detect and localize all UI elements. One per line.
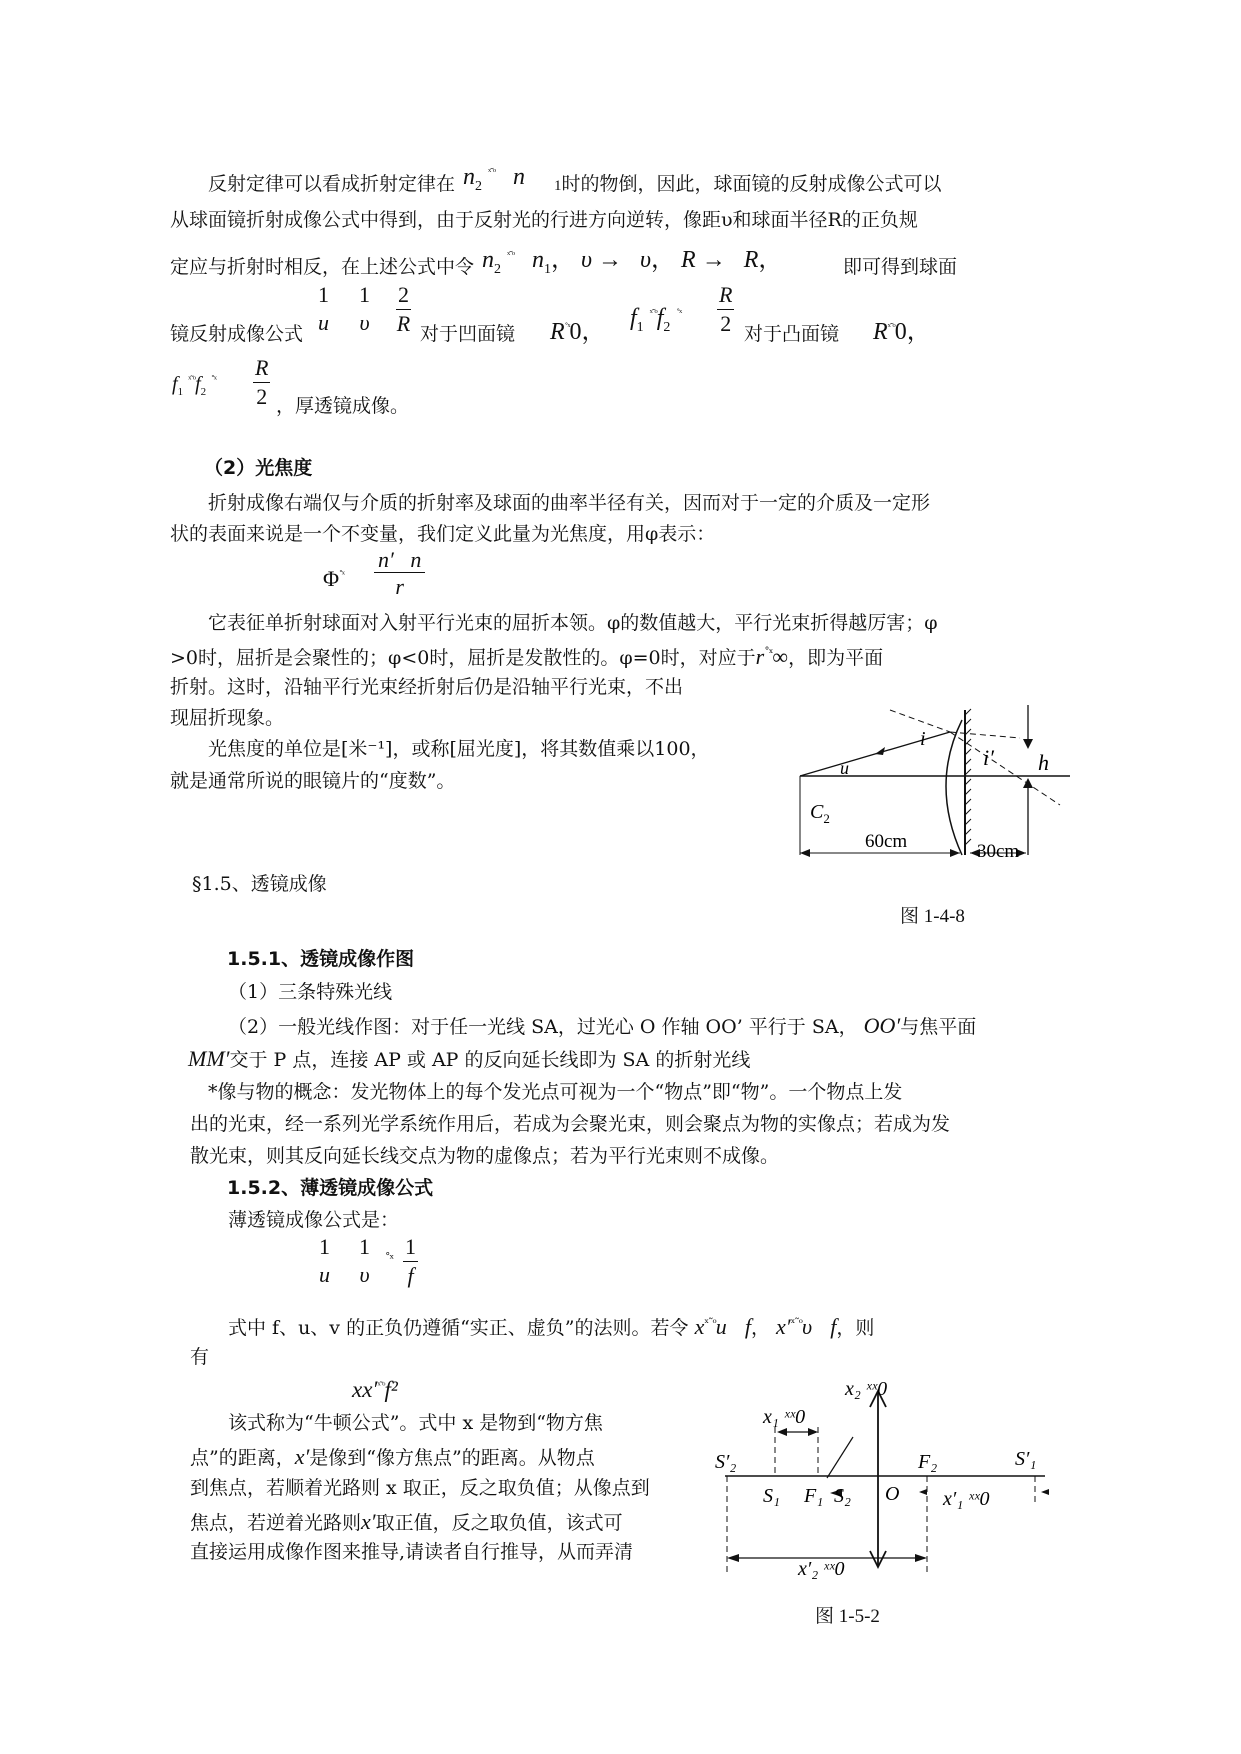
label-F2: F₂	[918, 1451, 938, 1473]
text: 反射定律可以看成折射定律在	[208, 173, 456, 195]
s-line-14: 直接运用成像作图来推导,请读者自行推导，从而弄清	[190, 1541, 634, 1563]
s-line-2: （2）一般光线作图：对于任一光线 SA，过光心 O 作轴 OO’ 平行于 SA， OO′与焦平面	[228, 1013, 977, 1038]
power-line-1: 折射成像右端仅与介质的折射率及球面的曲率半径有关，因而对于一定的介质及一定形	[208, 492, 931, 514]
label-30cm: 30cm	[977, 841, 1020, 862]
label-S2-prime: S′₂	[715, 1451, 737, 1473]
s-line-10: 该式称为“牛顿公式”。式中 x 是物到“物方焦	[228, 1412, 603, 1434]
sym-eq: ˚ˣ	[385, 1252, 394, 1265]
para-line-1	[208, 175, 455, 194]
label-i: i	[920, 728, 926, 750]
s-line-7: 薄透镜成像公式是：	[228, 1209, 400, 1231]
formula-focal: $f_1$ $^{ˣ˜ᵒ}f_2$ $^{˚ˣ}$	[630, 305, 682, 335]
power-line-2: 状的表面来说是一个不变量，我们定义此量为光焦度，用φ表示：	[170, 523, 716, 545]
para-line-1b: 1时的物倒，因此，球面镜的反射成像公式可以	[554, 173, 942, 195]
frac-lens-1-u: 1 u	[319, 1234, 330, 1288]
formula-convex: $R^{ˣ˜ᵒ}0$，	[873, 319, 931, 345]
s-line-11: 点”的距离，x′是像到“像方焦点”的距离。从物点	[190, 1444, 595, 1469]
caption-1-4-8: 图 1-4-8	[900, 906, 965, 927]
heading-1-5-1: 1.5.1、透镜成像作图	[227, 948, 415, 970]
para-line-3: 定应与折射时相反，在上述公式中令	[170, 256, 475, 278]
power-line-4: >0时，屈折是会聚性的；φ<0时，屈折是发散性的。φ=0时，对应于$r^{˚ˣ}\infty$，即为平面	[170, 644, 884, 669]
para-line-4c: 对于凸面镜	[744, 323, 840, 345]
s-line-5: 出的光束，经一系列光学系统作用后，若成为会聚光束，则会聚点为物的实像点；若成为发	[190, 1113, 951, 1135]
label-O: O	[885, 1483, 900, 1505]
power-line-8: 就是通常所说的眼镜片的“度数”。	[170, 770, 456, 792]
label-x2: x₂ ˣˣ0	[845, 1378, 888, 1400]
refracted-dashed	[950, 732, 1020, 738]
power-line-5: 折射。这时，沿轴平行光束经折射后仍是沿轴平行光束，不出	[170, 676, 684, 698]
label-S1-prime: S′₁	[1015, 1448, 1037, 1470]
curved-surface	[946, 720, 962, 855]
label-i-prime: i′	[983, 745, 994, 770]
label-60cm: 60cm	[865, 831, 908, 852]
formula-focal-2: $f_1$ $^{ˣ˜ᵒ}f_2$ $^{˚ˣ}$	[172, 373, 216, 398]
frac-2-R: $\frac{2}{R}$	[396, 282, 411, 337]
section-title: §1.5、透镜成像	[192, 873, 327, 895]
frac-phi: $\frac{n' n}{r}$	[374, 548, 425, 599]
label-h: h	[1038, 750, 1049, 775]
figure-1-5-2	[715, 1375, 1065, 1580]
frac-R-2-a: $\frac{R}{2}$	[719, 282, 733, 337]
para-line-2: 从球面镜折射成像公式中得到，由于反射光的行进方向逆转，像距υ和球面半径R的正负规	[170, 209, 918, 231]
label-x1: x₁ ˣˣ0	[763, 1406, 806, 1428]
caption-1-5-2: 图 1-5-2	[815, 1606, 880, 1627]
s-line-6: 散光束，则其反向延长线交点为物的虚像点；若为平行光束则不成像。	[190, 1145, 780, 1167]
s-line-9: 有	[190, 1346, 210, 1368]
formula-newton: $xx'^{ˣ˜ᵒ}f^2$	[352, 1377, 398, 1402]
para-line-4b: 对于凹面镜	[420, 323, 516, 345]
power-line-3: 它表征单折射球面对入射平行光束的屈折本领。φ的数值越大，平行光束折得越厉害；φ	[208, 612, 938, 634]
formula-n2-n1: $n_2$ $^{ˣ˜ᵒ}$ n	[463, 164, 526, 194]
h-arrow-down	[1023, 739, 1033, 749]
label-c2: $C_2$	[810, 801, 830, 826]
heading-1-5-2: 1.5.2、薄透镜成像公式	[227, 1177, 434, 1199]
h-arrow-up	[1023, 778, 1033, 788]
frac-R-2-b: $\frac{R}{2}$	[255, 355, 269, 410]
formula-substitution: $n_2$ $^{ˣ˜ᵒ}$ $n_1$， υ → υ， R → R，	[482, 247, 783, 277]
label-x1-prime: x′₁ ˣˣ0	[943, 1488, 990, 1510]
para-line-4: 镜反射成像公式	[170, 323, 304, 345]
s-line-13: 焦点，若逆着光路则x′取正值，反之取负值，该式可	[190, 1509, 623, 1534]
ray-arrow	[875, 747, 885, 755]
para-line-5: ，厚透镜成像。	[276, 395, 410, 417]
label-S2: S₂	[834, 1485, 851, 1507]
power-line-6: 现屈折现象。	[170, 707, 285, 729]
power-line-7: 光焦度的单位是[米⁻¹]，或称[屈光度]，将其数值乘以100，	[208, 738, 710, 760]
s-line-12: 到焦点，若顺着光路则 x 取正，反之取负值；从像点到	[190, 1477, 650, 1499]
s-line-4: *像与物的概念：发光物体上的每个发光点可视为一个“物点”即“物”。一个物点上发	[208, 1081, 903, 1103]
frac-1-u: 1 u	[318, 282, 329, 336]
frac-lens-1-v: 1 υ	[359, 1234, 370, 1288]
para-line-3b: 即可得到球面	[843, 256, 958, 278]
figure-1-4-8	[790, 705, 1080, 865]
s-line-1: （1）三条特殊光线	[228, 981, 393, 1003]
formula-phi: $\Phi^{˚ˣ}$	[323, 566, 344, 591]
s-line-8: 式中 f、u、v 的正负仍遵循“实正、虚负”的法则。若令 $x^{ˣ˜ᵒ}u$ f， $x'^{ˣ˜ᵒ}\upsilon$ f，则	[228, 1314, 875, 1339]
label-x2-prime: x′₂ ˣˣ0	[798, 1558, 845, 1580]
frac-1-v: 1 υ	[359, 282, 370, 336]
label-u: u	[840, 758, 849, 778]
s-line-3: MM′交于 P 点，连接 AP 或 AP 的反向延长线即为 SA 的折射光线	[188, 1046, 751, 1071]
heading-optical-power: （2）光焦度	[204, 457, 313, 479]
label-S1: S₁	[763, 1485, 780, 1507]
label-F1: F₁	[804, 1485, 824, 1507]
frac-lens-1-f: $\frac{1}{f}$	[405, 1234, 416, 1289]
formula-concave: $R^{˚ˣ}0$，	[550, 319, 606, 345]
